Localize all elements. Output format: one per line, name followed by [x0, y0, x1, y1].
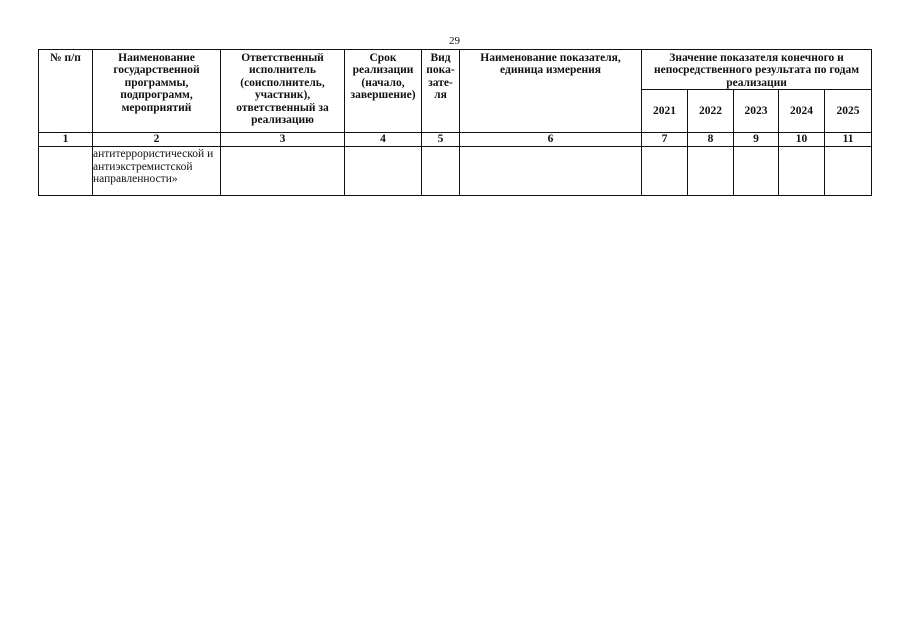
column-number: 2	[93, 133, 221, 147]
table-cell	[779, 147, 825, 196]
header-row	[39, 50, 872, 90]
table-cell	[422, 147, 460, 196]
page-number: 29	[449, 35, 460, 47]
column-numbers-row	[39, 133, 872, 147]
header-number: № п/п	[39, 50, 93, 133]
table-cell	[39, 147, 93, 196]
column-number: 10	[779, 133, 825, 147]
table-cell: антитеррористической и антиэкстремистской направленности»	[93, 147, 221, 196]
indicators-table	[38, 49, 872, 196]
column-number: 3	[221, 133, 345, 147]
column-number: 1	[39, 133, 93, 147]
table-cell	[460, 147, 642, 196]
column-number: 4	[345, 133, 422, 147]
column-number: 6	[460, 133, 642, 147]
column-number: 11	[825, 133, 872, 147]
header-program-name: Наименование государственной программы, подпрограмм, мероприятий	[93, 50, 221, 133]
table-cell	[345, 147, 422, 196]
header-indicator-name: Наименование показателя, единица измерения	[460, 50, 642, 133]
table-cell	[734, 147, 779, 196]
table-cell	[642, 147, 688, 196]
table-row	[39, 147, 872, 196]
header-year: 2024	[779, 90, 825, 133]
header-indicator-values-group: Значение показателя конечного и непосредственного результата по годам реализации	[642, 50, 872, 90]
column-number: 7	[642, 133, 688, 147]
column-number: 5	[422, 133, 460, 147]
header-responsible-executor: Ответственный исполнитель (соисполнитель, участник), ответственный за реализацию	[221, 50, 345, 133]
header-implementation-period: Срок реализации (начало, завершение)	[345, 50, 422, 133]
header-year: 2021	[642, 90, 688, 133]
header-year: 2025	[825, 90, 872, 133]
header-year: 2023	[734, 90, 779, 133]
table-cell	[825, 147, 872, 196]
header-year: 2022	[688, 90, 734, 133]
table-cell	[688, 147, 734, 196]
column-number: 8	[688, 133, 734, 147]
header-indicator-type: Вид пока-зате-ля	[422, 50, 460, 133]
column-number: 9	[734, 133, 779, 147]
table-cell	[221, 147, 345, 196]
